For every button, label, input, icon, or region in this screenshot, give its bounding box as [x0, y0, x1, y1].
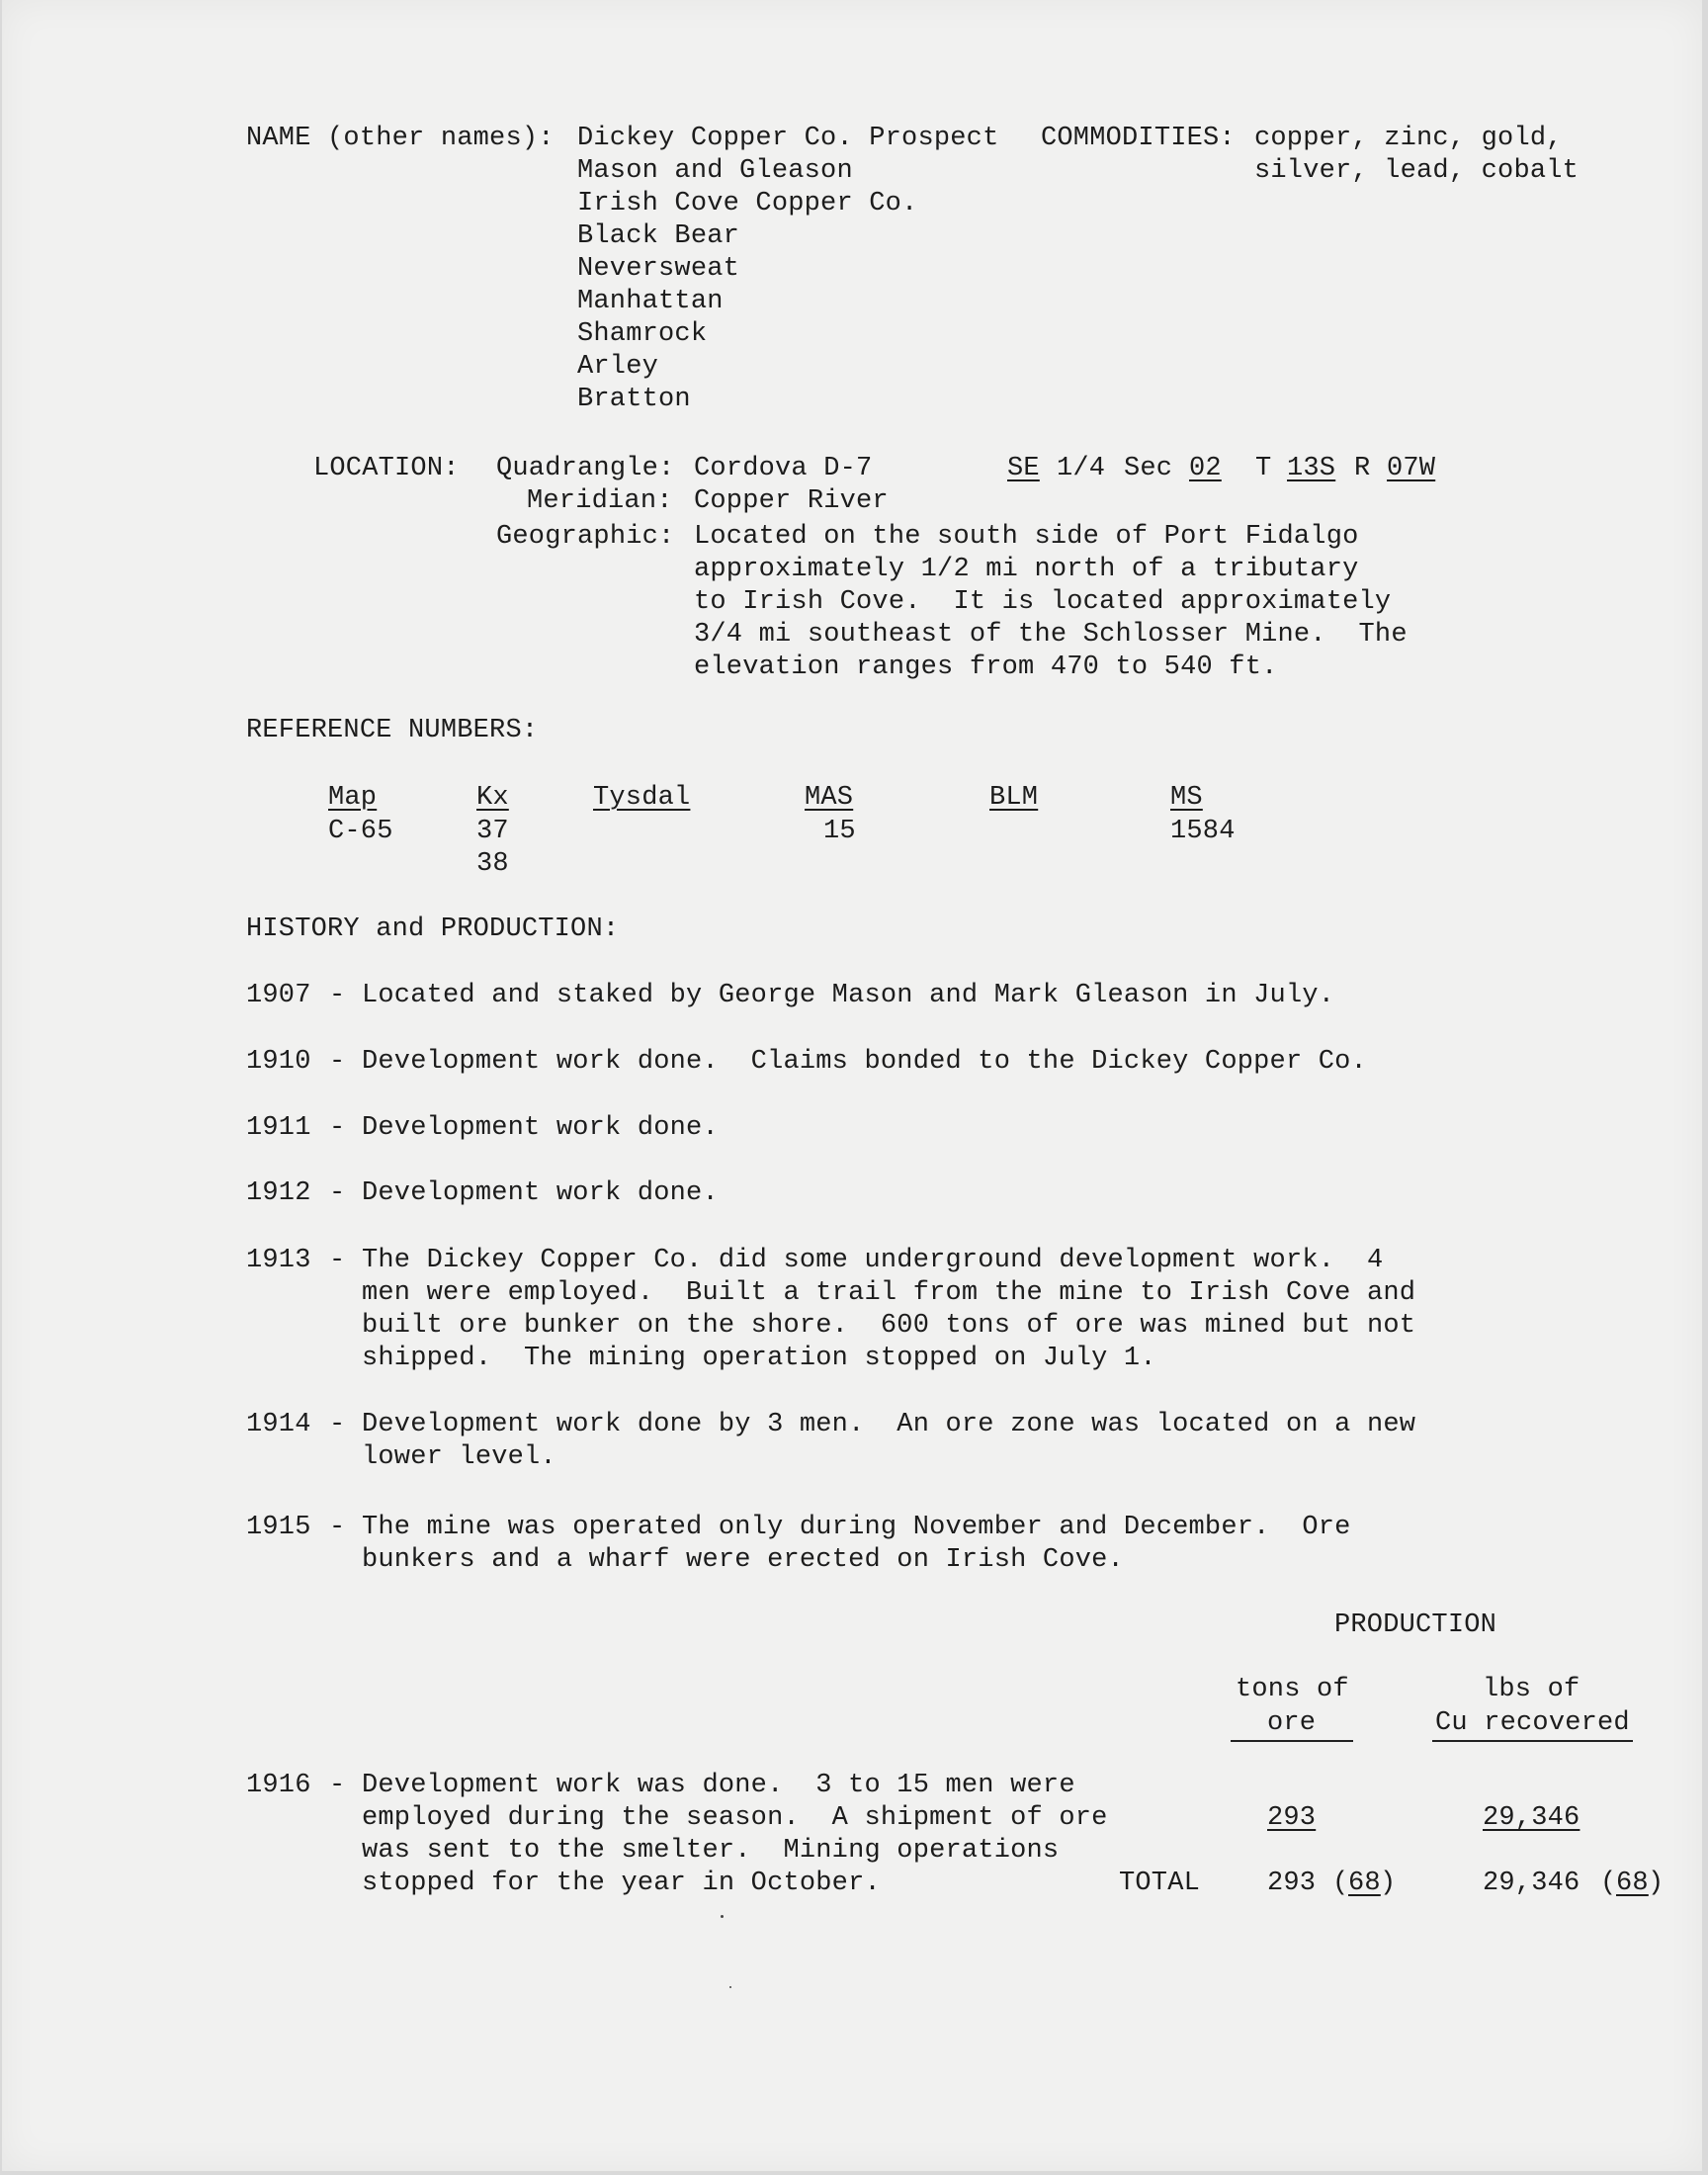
geographic-line: elevation ranges from 470 to 540 ft.: [694, 652, 1278, 682]
history-year: 1916: [246, 1771, 311, 1800]
history-line: Development work done by 3 men. An ore zone was located on a new: [362, 1410, 1416, 1439]
ref-paren: (: [1600, 1869, 1617, 1898]
history-line: built ore bunker on the shore. 600 tons of ore was mined but not: [362, 1311, 1416, 1341]
ref-paren: ): [1380, 1869, 1397, 1898]
ref-header-tysdal: Tysdal: [593, 783, 691, 813]
history-dash: -: [329, 981, 346, 1010]
production-col-tons-header: tons of: [1236, 1675, 1349, 1704]
sec-label: Sec: [1124, 454, 1173, 483]
history-label: HISTORY and PRODUCTION:: [246, 914, 620, 944]
history-dash: -: [329, 1513, 346, 1542]
ref-header-blm: BLM: [989, 783, 1039, 813]
meridian-label: Meridian:: [527, 486, 673, 516]
scan-speck: [721, 1915, 724, 1918]
history-dash: -: [329, 1410, 346, 1439]
geographic-line: to Irish Cove. It is located approximately: [694, 587, 1392, 617]
history-line: shipped. The mining operation stopped on July 1.: [362, 1344, 1156, 1373]
name-item: Bratton: [577, 385, 691, 414]
quarter-section: SE: [1007, 454, 1040, 483]
total-label: TOTAL: [1119, 1869, 1201, 1898]
ref-kx-value: 38: [476, 849, 509, 879]
history-line: employed during the season. A shipment of ore: [362, 1803, 1108, 1833]
production-lbs-1916: 29,346: [1483, 1803, 1580, 1833]
history-year: 1907: [246, 981, 311, 1010]
history-line: Development work was done. 3 to 15 men were: [362, 1771, 1075, 1800]
history-line: stopped for the year in October.: [362, 1869, 881, 1898]
ref-header-ms: MS: [1170, 783, 1203, 813]
name-item: Arley: [577, 352, 659, 382]
history-year: 1912: [246, 1178, 311, 1208]
production-col-lbs-header: Cu recovered: [1435, 1708, 1630, 1738]
history-year: 1914: [246, 1410, 311, 1439]
production-tons-1916: 293: [1267, 1803, 1317, 1833]
history-dash: -: [329, 1047, 346, 1077]
production-title: PRODUCTION: [1334, 1610, 1497, 1640]
geographic-line: 3/4 mi southeast of the Schlosser Mine. The: [694, 620, 1408, 650]
history-year: 1915: [246, 1513, 311, 1542]
history-line: Development work done.: [362, 1113, 719, 1143]
ref-paren: (: [1332, 1869, 1349, 1898]
ref-paren: ): [1648, 1869, 1665, 1898]
quarter-fraction: 1/4: [1057, 454, 1106, 483]
history-dash: -: [329, 1178, 346, 1208]
name-label: NAME (other names):: [246, 124, 555, 153]
history-dash: -: [329, 1771, 346, 1800]
ref-kx-value: 37: [476, 817, 509, 846]
geographic-line: Located on the south side of Port Fidalgo: [694, 522, 1359, 552]
section-number: 02: [1189, 454, 1222, 483]
history-line: The mine was operated only during November and December. Ore: [362, 1513, 1351, 1542]
production-col-tons-header: ore: [1267, 1708, 1317, 1738]
geographic-line: approximately 1/2 mi north of a tributary: [694, 555, 1359, 584]
location-label: LOCATION:: [313, 454, 460, 483]
production-col-lbs-header: lbs of: [1483, 1675, 1580, 1704]
quadrangle-value: Cordova D-7: [694, 454, 873, 483]
name-item: Manhattan: [577, 287, 724, 316]
name-item: Neversweat: [577, 254, 740, 284]
township-value: 13S: [1287, 454, 1336, 483]
history-line: Development work done. Claims bonded to the Dickey Copper Co.: [362, 1047, 1367, 1077]
ref-mas-value: 15: [823, 817, 856, 846]
history-line: lower level.: [362, 1442, 556, 1472]
commodities-line: copper, zinc, gold,: [1254, 124, 1563, 153]
geographic-label: Geographic:: [496, 522, 675, 552]
ref-map-value: C-65: [328, 817, 393, 846]
history-year: 1910: [246, 1047, 311, 1077]
township-label: T: [1255, 454, 1272, 483]
history-dash: -: [329, 1246, 346, 1275]
total-tons: 293: [1267, 1869, 1317, 1898]
commodities-label: COMMODITIES:: [1041, 124, 1236, 153]
name-item: Irish Cove Copper Co.: [577, 189, 918, 218]
total-tons-reference: 68: [1348, 1869, 1381, 1898]
range-label: R: [1354, 454, 1371, 483]
history-line: Development work done.: [362, 1178, 719, 1208]
total-lbs: 29,346: [1483, 1869, 1580, 1898]
range-value: 07W: [1387, 454, 1436, 483]
ref-header-mas: MAS: [805, 783, 854, 813]
history-line: men were employed. Built a trail from the mine to Irish Cove and: [362, 1278, 1416, 1308]
history-year: 1911: [246, 1113, 311, 1143]
reference-label: REFERENCE NUMBERS:: [246, 716, 539, 745]
commodities-line: silver, lead, cobalt: [1254, 156, 1580, 186]
history-dash: -: [329, 1113, 346, 1143]
column-rule: [1231, 1740, 1353, 1742]
ref-header-kx: Kx: [476, 783, 509, 813]
quadrangle-label: Quadrangle:: [496, 454, 675, 483]
history-line: Located and staked by George Mason and Mark Gleason in July.: [362, 981, 1335, 1010]
column-rule: [1432, 1740, 1633, 1742]
name-item: Mason and Gleason: [577, 156, 853, 186]
name-item: Black Bear: [577, 221, 740, 251]
history-year: 1913: [246, 1246, 311, 1275]
history-line: bunkers and a wharf were erected on Irish Cove.: [362, 1545, 1124, 1575]
total-lbs-reference: 68: [1616, 1869, 1649, 1898]
name-item: Dickey Copper Co. Prospect: [577, 124, 999, 153]
ref-ms-value: 1584: [1170, 817, 1236, 846]
ref-header-map: Map: [328, 783, 378, 813]
document-page: [2, 0, 1702, 2171]
meridian-value: Copper River: [694, 486, 889, 516]
scan-speck: [729, 1986, 731, 1988]
name-item: Shamrock: [577, 319, 708, 349]
history-line: The Dickey Copper Co. did some underground development work. 4: [362, 1246, 1384, 1275]
history-line: was sent to the smelter. Mining operations: [362, 1836, 1060, 1866]
